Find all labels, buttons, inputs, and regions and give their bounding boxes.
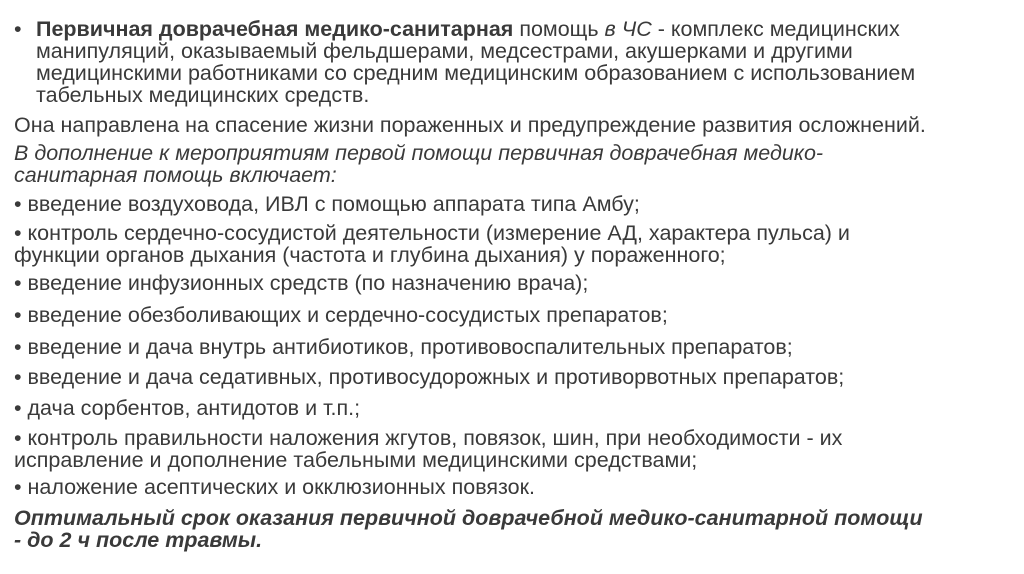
list-item bbox=[14, 272, 1014, 294]
definition-line-1 bbox=[36, 18, 1016, 40]
conclusion-paragraph bbox=[14, 507, 1014, 551]
list-item bbox=[14, 397, 1014, 419]
list-item-text: • введение инфузионных средств (по назначению врача); bbox=[14, 271, 589, 295]
list-item bbox=[14, 336, 1014, 358]
definition-line-2: манипуляций, оказываемый фельдшерами, медсестрами, акушерками и другими bbox=[36, 39, 853, 63]
list-item bbox=[14, 193, 1014, 215]
definition-text bbox=[36, 18, 1016, 106]
list-item bbox=[14, 366, 1014, 388]
lead-paragraph bbox=[14, 142, 1014, 186]
list-item bbox=[14, 427, 1014, 471]
lead-line-1: В дополнение к мероприятиям первой помощи первичная доврачебная медико- bbox=[14, 141, 824, 165]
definition-term: Первичная доврачебная медико-санитарная bbox=[36, 17, 514, 41]
conclusion-line-1: Оптимальный срок оказания первичной доврачебной медико-санитарной помощи bbox=[14, 506, 923, 530]
purpose-paragraph: Она направлена на спасение жизни пораженных и предупреждение развития осложнений. bbox=[14, 113, 926, 137]
list-item-text: • дача сорбентов, антидотов и т.п.; bbox=[14, 396, 361, 420]
list-item-text: • контроль правильности наложения жгутов, повязок, шин, при необходимости - их bbox=[14, 426, 843, 450]
list-item bbox=[14, 476, 1014, 498]
list-item-text-continued: исправление и дополнение табельными медицинскими средствами; bbox=[14, 448, 698, 472]
list-item-text: • введение и дача седативных, противосудорожных и противорвотных препаратов; bbox=[14, 365, 845, 389]
bullet-marker: • bbox=[14, 17, 22, 41]
list-item-text: • введение и дача внутрь антибиотиков, противовоспалительных препаратов; bbox=[14, 335, 793, 359]
conclusion-line-2: - до 2 ч после травмы. bbox=[14, 528, 263, 552]
definition-line-3: медицинскими работниками со средним медицинским образованием с использованием bbox=[36, 61, 916, 85]
list-item-text: • контроль сердечно-сосудистой деятельности (измерение АД, характера пульса) и bbox=[14, 221, 850, 245]
definition-context: в ЧС bbox=[604, 17, 652, 41]
list-item-text: • введение воздуховода, ИВЛ с помощью аппарата типа Амбу; bbox=[14, 192, 640, 216]
list-item bbox=[14, 222, 1014, 266]
list-item bbox=[14, 304, 1014, 326]
list-item-text: • наложение асептических и окклюзионных повязок. bbox=[14, 475, 535, 499]
definition-rest: - комплекс медицинских bbox=[651, 17, 900, 41]
definition-word: помощь bbox=[513, 17, 605, 41]
list-item-text: • введение обезболивающих и сердечно-сосудистых препаратов; bbox=[14, 303, 668, 327]
definition-line-4: табельных медицинских средств. bbox=[36, 83, 370, 107]
list-item-text-continued: функции органов дыхания (частота и глубина дыхания) у пораженного; bbox=[14, 243, 726, 267]
lead-line-2: санитарная помощь включает: bbox=[14, 163, 337, 187]
